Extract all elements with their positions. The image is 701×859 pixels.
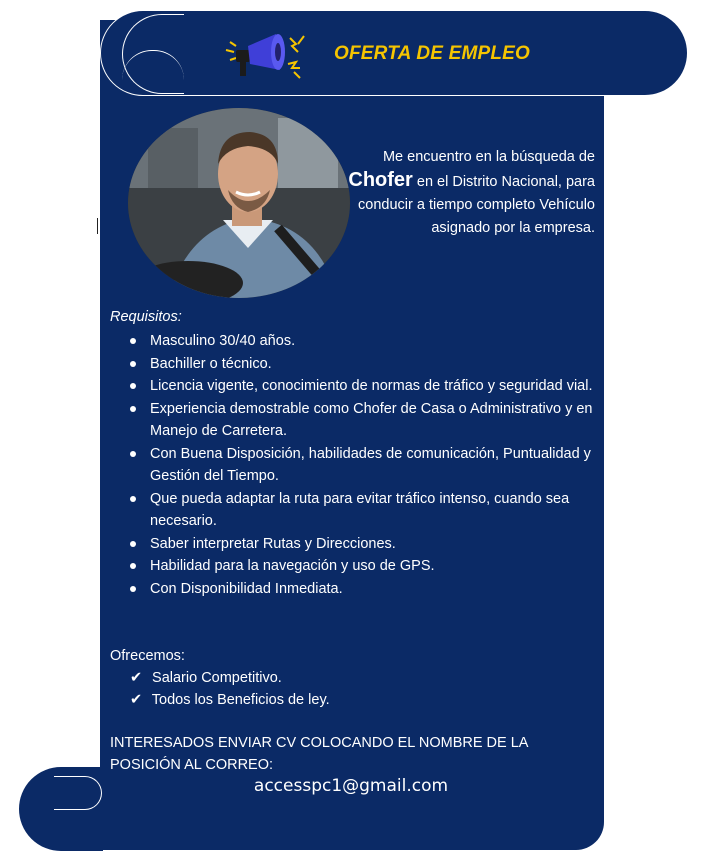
intro-after: en el Distrito Nacional, para conducir a tiempo completo Vehículo asignado por la empresa. — [358, 174, 595, 236]
intro-before: Me encuentro en la búsqueda de — [382, 149, 595, 165]
intro-text — [345, 146, 595, 240]
offer-title: Ofrecemos: — [110, 648, 185, 664]
offer-section — [110, 645, 600, 711]
requirement-item: Con Disponibilidad Inmediata. — [150, 578, 600, 601]
requirement-item: Con Buena Disposición, habilidades de comunicación, Puntualidad y Gestión del Tiempo. — [150, 443, 600, 488]
contact-email[interactable]: accesspc1@gmail.com — [253, 776, 449, 796]
offer-item-label: Todos los Beneficios de ley. — [151, 692, 330, 708]
requirements-section — [110, 306, 600, 600]
requirements-list — [110, 330, 600, 600]
megaphone-icon — [222, 28, 318, 82]
requirement-item: Bachiller o técnico. — [150, 353, 600, 376]
intro-role: Chofer — [348, 169, 413, 191]
offer-item — [110, 689, 600, 711]
requirements-title: Requisitos: — [110, 309, 182, 325]
requirement-item: Experiencia demostrable como Chofer de Casa o Administrativo y en Manejo de Carretera. — [150, 398, 600, 443]
scroll-bottom-curl — [54, 776, 102, 810]
requirement-item: Saber interpretar Rutas y Direcciones. — [150, 533, 600, 556]
requirement-item: Habilidad para la navegación y uso de GPS. — [150, 555, 600, 578]
requirement-item: Masculino 30/40 años. — [150, 330, 600, 353]
page-title: OFERTA DE EMPLEO — [334, 43, 531, 64]
driver-photo — [128, 108, 350, 298]
offer-item — [110, 667, 600, 689]
edge-mark — [97, 218, 98, 234]
offer-item-label: Salario Competitivo. — [152, 670, 282, 686]
checkmark-icon: ✔ — [130, 670, 143, 686]
checkmark-icon: ✔ — [130, 692, 143, 708]
requirement-item: Que pueda adaptar la ruta para evitar tráfico intenso, cuando sea necesario. — [150, 488, 600, 533]
call-to-action: INTERESADOS ENVIAR CV COLOCANDO EL NOMBRE DE LA POSICIÓN AL CORREO: — [110, 735, 528, 773]
requirement-item: Licencia vigente, conocimiento de normas de tráfico y seguridad vial. — [150, 375, 600, 398]
